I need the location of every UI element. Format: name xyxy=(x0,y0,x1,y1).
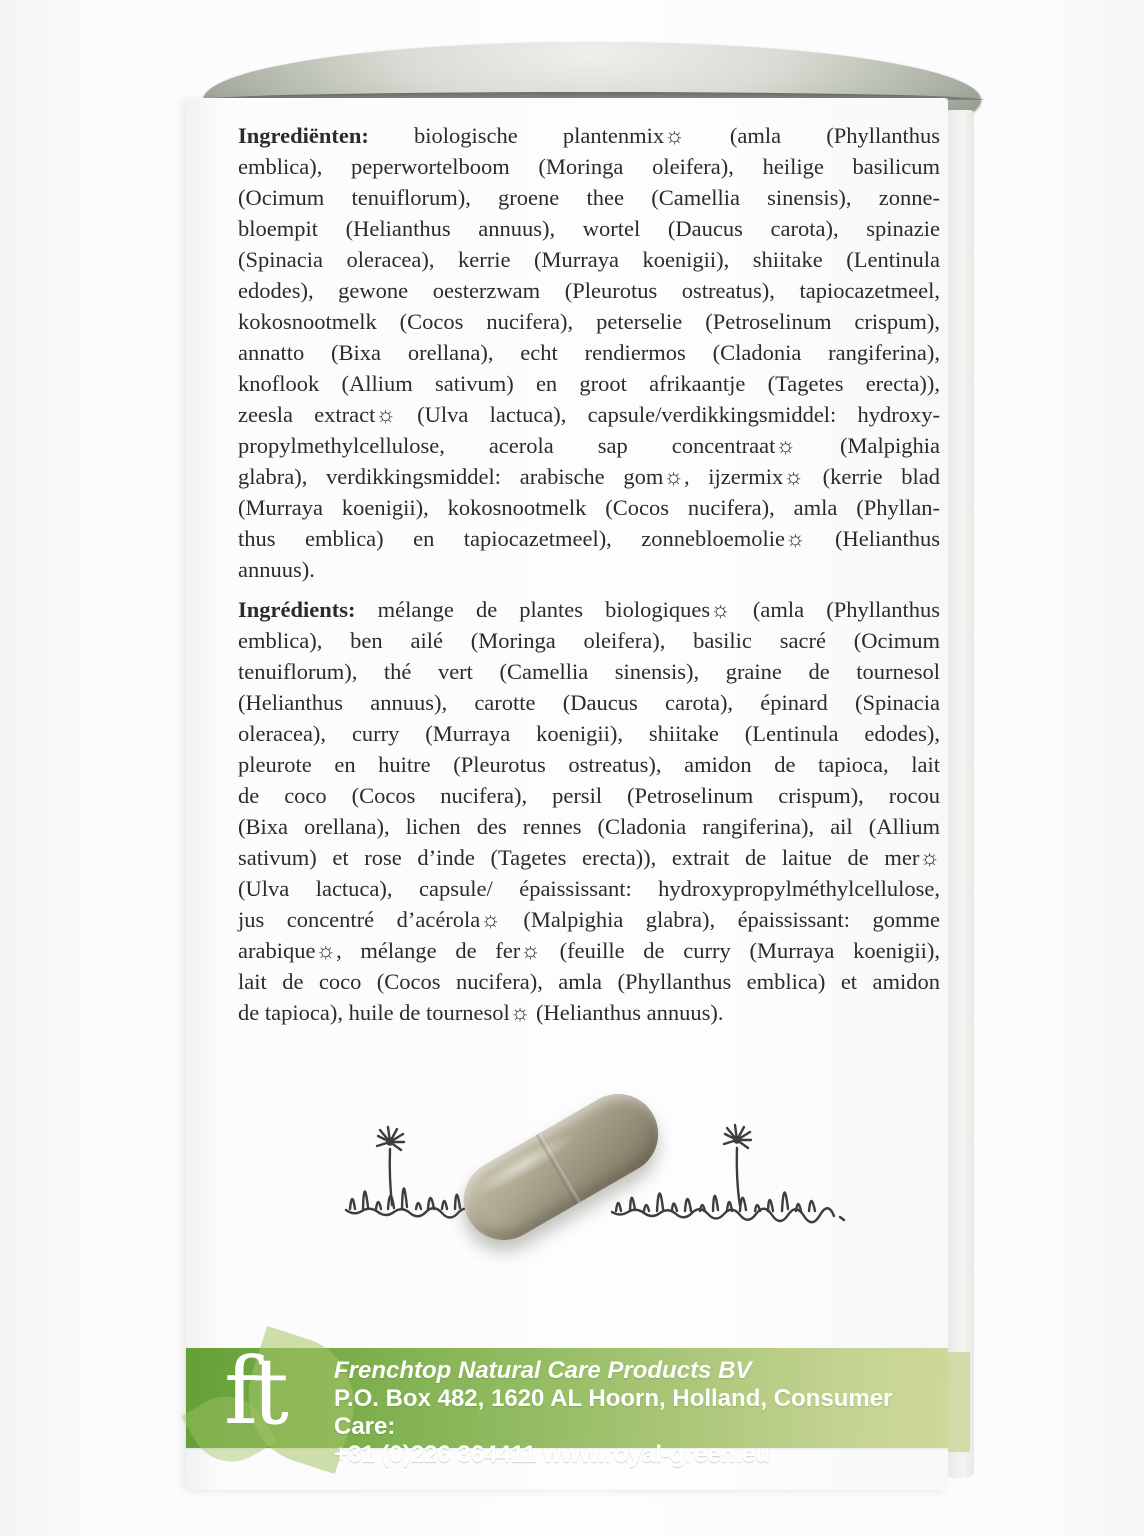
ingredients-line: (Helianthus annuus), carotte (Daucus carota), épinard (Spinacia xyxy=(238,690,940,715)
ingredients-line: bloempit (Helianthus annuus), wortel (Daucus carota), spinazie xyxy=(238,216,940,241)
ingredients-line: jus concentré d’acérola☼ (Malpighia glabra), épaississant: gomme xyxy=(238,907,940,932)
panel-bottom-margin xyxy=(186,1448,948,1490)
ingredients-line: arabique☼, mélange de fer☼ (feuille de curry (Murraya koenigii), xyxy=(238,938,940,963)
ingredients-line: glabra), verdikkingsmiddel: arabische gom☼, ijzermix☼ (kerrie blad xyxy=(238,464,940,489)
ingredients-line: edodes), gewone oesterzwam (Pleurotus ostreatus), tapiocazetmeel, xyxy=(238,278,940,303)
ingredients-line: Ingrediënten: biologische plantenmix☼ (amla (Phyllanthus xyxy=(238,123,940,148)
box-side-panel xyxy=(948,110,974,1478)
brand-band xyxy=(186,1338,948,1468)
ingredients-line: (Ulva lactuca), capsule/ épaississant: hydroxypropylméthylcellulose, xyxy=(238,876,940,901)
ingredients-text-column xyxy=(238,120,940,1037)
ingredients-line: thus emblica) en tapiocazetmeel), zonnebloemolie☼ (Helianthus xyxy=(238,526,940,551)
ingredients-line: emblica), peperwortelboom (Moringa oleifera), heilige basilicum xyxy=(238,154,940,179)
ingredients-line: kokosnootmelk (Cocos nucifera), peterselie (Petroselinum crispum), xyxy=(238,309,940,334)
company-phone-website: +31 (0)226 364411 www.royal-green.eu xyxy=(334,1441,771,1468)
ingredients-line: (Spinacia oleracea), kerrie (Murraya koenigii), shiitake (Lentinula xyxy=(238,247,940,272)
company-name: Frenchtop Natural Care Products BV xyxy=(334,1357,752,1384)
ingredients-line: pleurote en huitre (Pleurotus ostreatus), amidon de tapioca, lait xyxy=(238,752,940,777)
package-box-front-panel xyxy=(186,98,948,1490)
ingredients-line: de coco (Cocos nucifera), persil (Petroselinum crispum), rocou xyxy=(238,783,940,808)
ingredients-paragraph-nl xyxy=(238,120,940,585)
ingredients-line: propylmethylcellulose, acerola sap concentraat☼ (Malpighia xyxy=(238,433,940,458)
ingredients-line: lait de coco (Cocos nucifera), amla (Phyllanthus emblica) et amidon xyxy=(238,969,940,994)
ingredients-paragraph-fr xyxy=(238,594,940,1028)
ingredients-line: annatto (Bixa orellana), echt rendiermos (Cladonia rangiferina), xyxy=(238,340,940,365)
frenchtop-ft-logo: ft xyxy=(224,1338,284,1445)
company-address: P.O. Box 482, 1620 AL Hoorn, Holland, Consumer Care: xyxy=(334,1385,893,1440)
ingredients-line: de tapioca), huile de tournesol☼ (Helianthus annuus). xyxy=(238,1000,724,1025)
ingredients-line: annuus). xyxy=(238,557,315,582)
ingredients-line: Ingrédients: mélange de plantes biologiques☼ (amla (Phyllanthus xyxy=(238,597,940,622)
ingredients-line: (Murraya koenigii), kokosnootmelk (Cocos nucifera), amla (Phyllan- xyxy=(238,495,940,520)
box-side-band-sliver xyxy=(948,1352,970,1452)
ingredients-line: emblica), ben ailé (Moringa oleifera), basilic sacré (Ocimum xyxy=(238,628,940,653)
ingredients-line: tenuiflorum), thé vert (Camellia sinensis), graine de tournesol xyxy=(238,659,940,684)
ingredients-line: (Bixa orellana), lichen des rennes (Cladonia rangiferina), ail (Allium xyxy=(238,814,940,839)
ingredients-line: knoflook (Allium sativum) en groot afrikaantje (Tagetes erecta)), xyxy=(238,371,940,396)
ingredients-line: oleracea), curry (Murraya koenigii), shiitake (Lentinula edodes), xyxy=(238,721,940,746)
ingredients-line: (Ocimum tenuiflorum), groene thee (Camellia sinensis), zonne- xyxy=(238,185,940,210)
ingredients-line: sativum) et rose d’inde (Tagetes erecta)), extrait de laitue de mer☼ xyxy=(238,845,940,870)
ingredients-line: zeesla extract☼ (Ulva lactuca), capsule/verdikkingsmiddel: hydroxy- xyxy=(238,402,940,427)
